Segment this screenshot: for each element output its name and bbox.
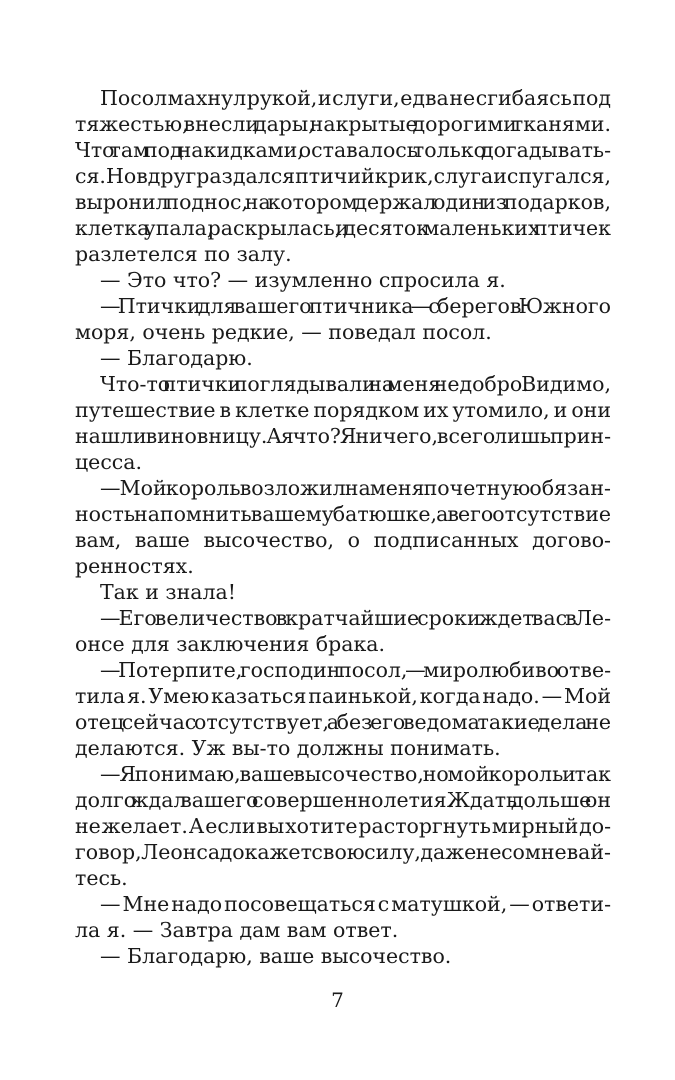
text-line: разлетелся по залу. (75, 242, 292, 266)
text-line: Что-то птички поглядывали на меня недобро. Видимо, (100, 372, 611, 396)
text-line: — Благодарю, ваше высочество. (100, 944, 452, 968)
text-line: ренностях. (75, 554, 194, 578)
text-line: отец сейчас отсутствует, а без его ведома такие дела не (75, 710, 611, 734)
text-line: — Мой король возложил на меня почетную обязан- (100, 476, 611, 500)
text-line: — Потерпите, господин посол, — миролюбиво отве- (100, 658, 611, 682)
text-line: тила я. Умею казаться паинькой, когда надо. — Мой (75, 684, 611, 708)
text-line: выронил поднос, на котором держал один из подарков, (75, 190, 611, 214)
text-line: нашли виновницу. А я что? Я ничего, всего лишь прин- (75, 424, 611, 448)
text-line: ла я. — Завтра дам вам ответ. (75, 918, 399, 942)
page-number: 7 (331, 988, 344, 1012)
text-line: делаются. Уж вы-то должны понимать. (75, 736, 501, 760)
text-line: Что там под накидками, оставалось только догадывать- (75, 138, 611, 162)
text-line: — Птички для вашего птичника — с берегов Южного (100, 294, 611, 318)
text-line: — Мне надо посовещаться с матушкой, — ответи- (100, 892, 611, 916)
text-line: Так и знала! (100, 580, 236, 604)
text-line: онсе для заключения брака. (75, 632, 386, 656)
text-line: ся. Но вдруг раздался птичий крик, слуга испугался, (75, 164, 611, 188)
text-line: вам, ваше высочество, о подписанных догово- (75, 528, 611, 552)
text-line: долго ждал вашего совершеннолетия. Ждать дольше он (75, 788, 611, 812)
text-line: ность напомнить вашему батюшке, а в его отсутствие (75, 502, 611, 526)
text-line: тяжестью, внесли дары, накрытые дорогими тканями. (75, 112, 611, 136)
text-line: цесса. (75, 450, 143, 474)
text-line: Посол махнул рукой, и слуги, едва не сгибаясь под (100, 86, 611, 110)
text-line: клетка упала, раскрылась, и десяток маленьких птичек (75, 216, 611, 240)
text-line: — Благодарю. (100, 346, 253, 370)
text-line: — Я понимаю, ваше высочество, но мой король и так (100, 762, 611, 786)
text-line: моря, очень редкие, — поведал посол. (75, 320, 492, 344)
text-line: — Это что? — изумленно спросила я. (100, 268, 506, 292)
text-line: тесь. (75, 866, 128, 890)
text-line: путешествие в клетке порядком их утомило, и они (75, 398, 611, 422)
text-line: — Его величество в кратчайшие сроки ждет вас в Ле- (100, 606, 611, 630)
text-line: говор, Леонса докажет свою силу, даже не сомневай- (75, 840, 611, 864)
text-line: не желает. А если вы хотите расторгнуть мирный до- (75, 814, 611, 838)
